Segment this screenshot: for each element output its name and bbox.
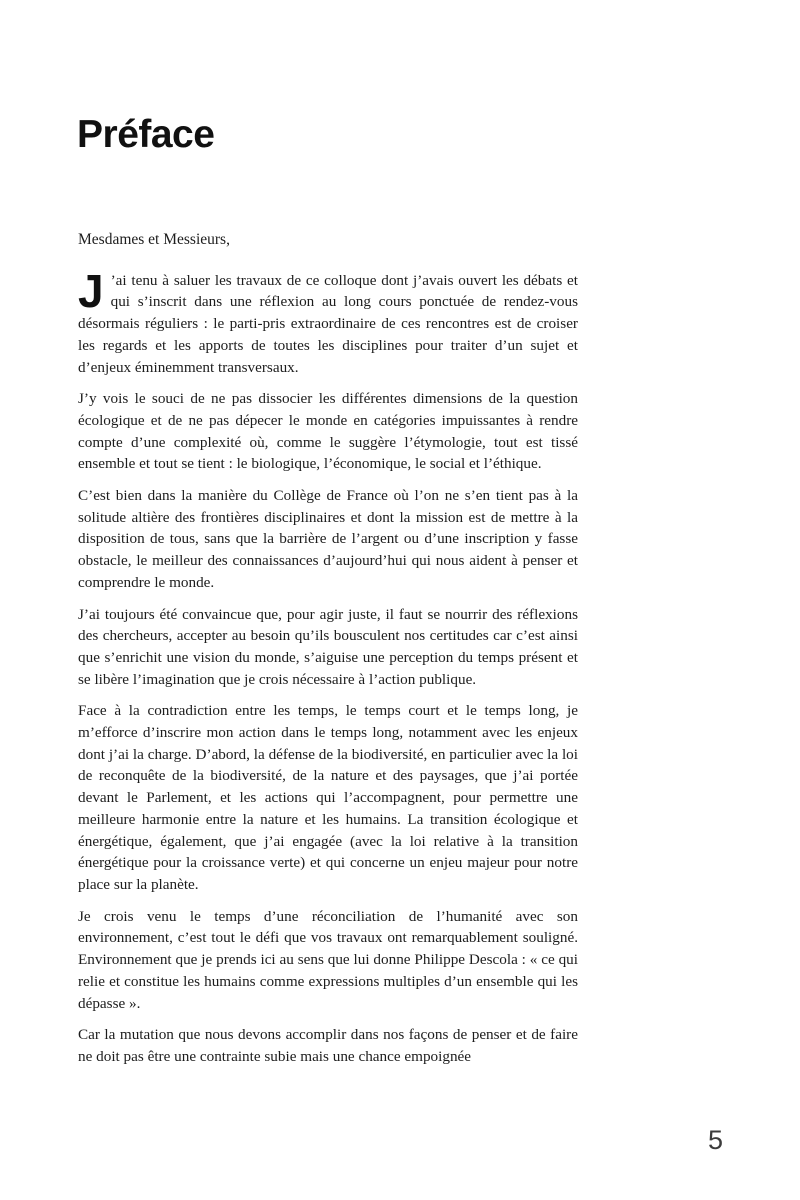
salutation: Mesdames et Messieurs,: [78, 231, 230, 248]
body-paragraph: Face à la contradiction entre les temps, le temps court et le temps long, je m’efforce d’inscrire mon action dans le temps long, notamment avec les enjeux dont j’ai la charge. D’abord, la défense de la biodiversité, en particulier avec la loi de reconquête de la biodiversité, de la nature et des paysages, que j’ai portée devant le Parlement, et les actions qui l’accompagnent, pour permettre une meilleure harmonie entre la nature et les humains. La transition écologique et énergétique, également, que j’ai engagée (avec la loi relative à la transition énergétique pour la croissance verte) et qui concerne un enjeu majeur pour notre place sur la planète.: [78, 702, 578, 893]
page-number: 5: [707, 1125, 723, 1155]
body-paragraph: C’est bien dans la manière du Collège de France où l’on ne s’en tient pas à la solitude altière des frontières disciplinaires et dont la mission est de mettre à la disposition de tous, sans que la barrière de l’argent ou d’une inscription y fasse obstacle, le meilleur des connaissances d’aujourd’hui qui nous aident à penser et comprendre le monde.: [78, 487, 578, 591]
body-paragraph: Je crois venu le temps d’une réconciliation de l’humanité avec son environnement, c’est tout le défi que vos travaux ont remarquablement souligné. Environnement que je prends ici au sens que lui donne Philippe Descola : « ce qui relie et constitue les humains comme expressions multiples d’un ensemble qui les dépasse ».: [78, 907, 578, 1012]
page-title: Préface: [77, 113, 215, 156]
body-paragraph: J’y vois le souci de ne pas dissocier les différentes dimensions de la question écologique et de ne pas dépecer le monde en catégories impuissantes à rendre compte d’une complexité où, comme le suggère l’étymologie, tout est tissé ensemble et tout se tient : le biologique, l’économique, le social et l’éthique.: [78, 390, 578, 473]
body-paragraph: [78, 264, 578, 379]
preface-text: [78, 229, 578, 1068]
paragraph-text: ’ai tenu à saluer les travaux de ce colloque dont j’avais ouvert les débats et qui s’inscrit dans une réflexion au long cours ponctuée de rendez-vous désormais réguliers : le parti-pris extraordinaire de ces rencontres est de croiser les regards et les apports de toutes les disciplines pour traiter d’un sujet et d’enjeux éminemment transversaux.: [78, 271, 578, 376]
body-paragraph: J’ai toujours été convaincue que, pour agir juste, il faut se nourrir des réflexions des chercheurs, accepter au besoin qu’ils bousculent nos certitudes car c’est ainsi que s’enrichit une vision du monde, s’aiguise une perception du temps présent et se libère l’imagination que je crois nécessaire à l’action publique.: [78, 605, 578, 688]
drop-cap: J: [78, 264, 104, 317]
body-paragraph: Car la mutation que nous devons accomplir dans nos façons de penser et de faire ne doit pas être une contrainte subie mais une chance empoignée: [78, 1026, 578, 1065]
